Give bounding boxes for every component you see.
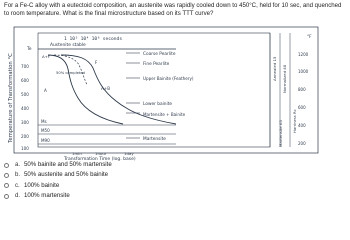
option-d[interactable] xyxy=(4,191,344,201)
coarse-pearlite-label: Coarse Pearlite xyxy=(143,52,176,57)
ttt-diagram xyxy=(6,24,330,162)
percent-completed-label: 50% completed xyxy=(56,71,85,75)
option-d-text: 100% martensite xyxy=(24,192,70,200)
x-tick-min: 1min xyxy=(72,151,82,156)
ttt-svg xyxy=(6,24,330,162)
fine-pearlite-label: Fine Pearlite xyxy=(143,62,170,67)
f-phase-label: F xyxy=(95,60,98,65)
f-tick-800: 800 xyxy=(298,87,306,92)
c-tick-200: 200 xyxy=(21,134,29,139)
c-tick-500: 500 xyxy=(21,92,29,97)
radio-d[interactable] xyxy=(4,194,9,199)
f-tick-600: 600 xyxy=(298,105,306,110)
c-tick-300: 300 xyxy=(21,120,29,125)
martensite-bainite-label: Martensite + Bainite xyxy=(143,112,186,117)
option-a-text: 50% bainite and 50% martensite xyxy=(24,161,112,168)
top-time-scale: 1 10² 10⁴ 10⁶ seconds xyxy=(64,37,123,42)
option-b-text: 50% austenite and 50% bainite xyxy=(24,171,109,179)
option-d-letter: d. xyxy=(15,192,21,200)
x-tick-hour: 1hour xyxy=(95,151,107,156)
c-tick-600: 600 xyxy=(21,78,29,83)
f-tick-1000: 1000 xyxy=(298,69,309,74)
ms-label: Ms xyxy=(41,119,47,124)
answer-options xyxy=(4,160,344,202)
option-c-letter: c. xyxy=(15,181,20,189)
m90-label: M90 xyxy=(41,138,50,143)
radio-b[interactable] xyxy=(4,173,9,178)
normalized-label: Normalized 40 xyxy=(282,64,287,93)
f-tick-1200: 1200 xyxy=(298,52,309,57)
fahrenheit-unit: °F xyxy=(307,35,312,40)
austenite-stable-label: Austenite stable xyxy=(50,43,86,48)
hardness-label: Hardness Rc xyxy=(292,109,297,133)
option-a-letter: a. xyxy=(15,161,21,168)
option-c-text: 100% bainite xyxy=(24,181,60,189)
c-tick-100: 100 xyxy=(21,146,29,151)
f-tick-400: 400 xyxy=(298,123,306,128)
question-text: For a Fe-C alloy with a eutectoid composition, an austenite was rapidly cooled down to 450°C, held for 10 sec, and quenched to room temperature. What is the final microstructure based on its TTT curve? xyxy=(4,2,342,17)
annealed-label: Annealed 15 xyxy=(272,56,277,81)
radio-a[interactable] xyxy=(4,163,9,168)
c-tick-700: 700 xyxy=(21,64,29,69)
option-c[interactable] xyxy=(4,181,344,191)
a-label: A xyxy=(44,88,47,93)
martensite-label: Martensite xyxy=(143,137,166,142)
upper-bainite-label: Upper Bainite (Feathery) xyxy=(143,76,194,81)
m50-label: M50 xyxy=(41,128,50,133)
x-axis-label: Transformation Time (log. base) xyxy=(64,157,136,162)
c-tick-400: 400 xyxy=(21,106,29,111)
martensite-hardness-label: Martensite 65 xyxy=(278,120,283,147)
a-plus-f-label: A+F xyxy=(42,54,51,59)
option-b[interactable] xyxy=(4,170,344,180)
a-plus-b-label: A+B xyxy=(101,86,111,91)
f-tick-200: 200 xyxy=(298,141,306,146)
x-tick-day: 1day xyxy=(124,151,134,156)
te-label: Te xyxy=(27,47,32,52)
y-axis-label: Temperature of Transformation °C xyxy=(8,53,14,143)
lower-bainite-label: Lower bainite xyxy=(143,102,173,107)
option-a[interactable] xyxy=(4,160,344,170)
option-b-letter: b. xyxy=(15,171,21,179)
radio-c[interactable] xyxy=(4,183,9,188)
